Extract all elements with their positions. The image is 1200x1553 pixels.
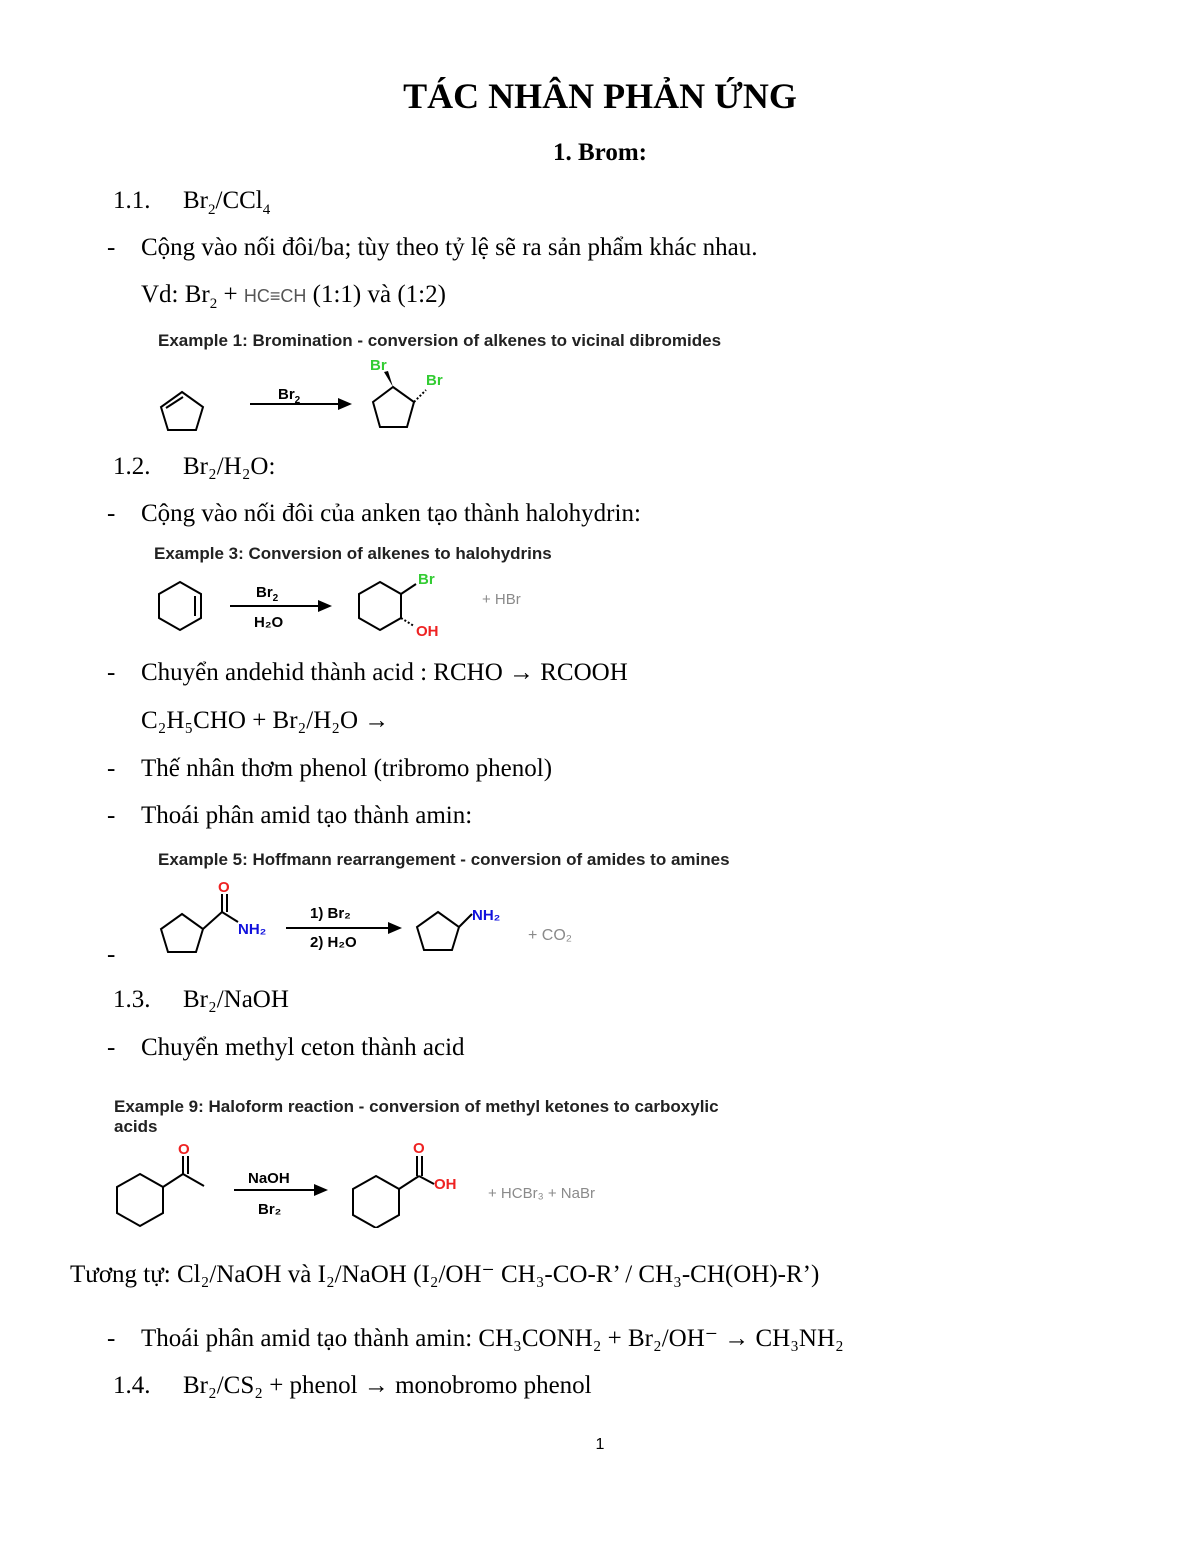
triple-bond-icon: ≡ [269,286,281,306]
example-5-scheme [150,874,590,964]
page-number: 1 [595,1436,605,1453]
svg-text:NaOH: NaOH [248,1170,290,1187]
svg-text:NH₂: NH₂ [238,921,267,938]
svg-text:Br2: $Br_2$ [256,584,279,604]
svg-text:O: O [178,1141,190,1158]
example-9-caption-line2: acids [114,1117,158,1136]
example-9-caption-line1: Example 9: Haloform reaction - conversion of methyl ketones to carboxylic [114,1097,719,1116]
section-number-1-3: 1.3. [113,986,151,1013]
example-5-caption: Example 5: Hoffmann rearrangement - conversion of amides to amines [158,850,730,869]
bullet-text: Cộng vào nối đôi/ba; tùy theo tỷ lệ sẽ ra sản phẩm khác nhau. [141,234,758,261]
section-heading-brom: 1. Brom: [553,139,647,166]
example-1-caption: Example 1: Bromination - conversion of alkenes to vicinal dibromides [158,331,722,350]
svg-text:1) Br₂: 1) Br₂ [310,905,351,922]
svg-text:Br: Br [426,372,443,389]
bullet-text: Chuyển methyl ceton thành acid [141,1034,465,1061]
example-3-caption: Example 3: Conversion of alkenes to halohydrins [154,544,552,563]
bullet-dash: - [107,802,116,829]
bullet-dash: - [107,234,116,261]
example-1-scheme [150,352,510,437]
svg-text:H₂O: H₂O [254,614,284,631]
svg-text:+ CO₂: + CO₂ [528,927,572,944]
svg-text:Br2: $Br_2$ [278,386,301,406]
section-number-1-4: 1.4. [113,1372,151,1399]
bullet-dash: - [107,1325,116,1352]
bullet-dash: - [107,659,116,686]
section-number-1-2: 1.2. [113,453,151,480]
example-line-vd: Vd: $Br_2 + HC\equiv CH$ (1:1) và (1:2) [141,281,446,312]
bullet-text: Chuyển andehid thành acid : RCHO → RCOOH [141,659,628,686]
section-label-1-4: Br₂/CS₂ + phenol → monobromo phenol [183,1372,592,1399]
bullet-dash: - [107,500,116,527]
similar-reagents-line: Tương tự: Cl₂/NaOH và I₂/NaOH (I₂/OH⁻ CH₃-CO-R’ / CH₃-CH(OH)-R’) [70,1261,820,1288]
bullet-text: Thoái phân amid tạo thành amin: CH₃CONH₂ + Br₂/OH⁻ → CH₃NH₂ [141,1325,844,1352]
svg-text:+ HBr: + HBr [482,591,521,608]
example-9-scheme [108,1136,628,1228]
section-label-1-1: $Br_2/CCl_4$ [183,187,271,218]
bullet-dash: - [107,941,116,968]
svg-text:Br: Br [418,571,435,588]
bullet-dash: - [107,755,116,782]
bullet-text: Cộng vào nối đôi của anken tạo thành halohydrin: [141,500,641,527]
bullet-dash: - [107,1034,116,1061]
section-number-1-1: 1.1. [113,187,151,214]
svg-text:Br: Br [370,357,387,374]
svg-text:O: O [218,879,230,896]
equation-line: C₂H₅CHO + Br₂/H₂O → [141,707,390,734]
bullet-text: Thoái phân amid tạo thành amin: [141,802,473,829]
svg-text:O: O [413,1140,425,1157]
svg-text:+ HCBr₃ + NaBr: + HCBr₃ + NaBr [488,1185,595,1202]
svg-text:OH: OH [416,623,439,640]
svg-text:OH: OH [434,1176,457,1193]
example-3-scheme [148,566,548,644]
page-title: TÁC NHÂN PHẢN ỨNG [403,76,797,116]
svg-text:NH₂: NH₂ [472,907,501,924]
svg-text:2) H₂O: 2) H₂O [310,934,357,951]
section-label-1-2: Br₂/H₂O: [183,453,276,480]
section-label-1-3: Br₂/NaOH [183,986,289,1013]
bullet-text: Thế nhân thơm phenol (tribromo phenol) [141,755,553,782]
svg-text:Br₂: Br₂ [258,1201,282,1218]
